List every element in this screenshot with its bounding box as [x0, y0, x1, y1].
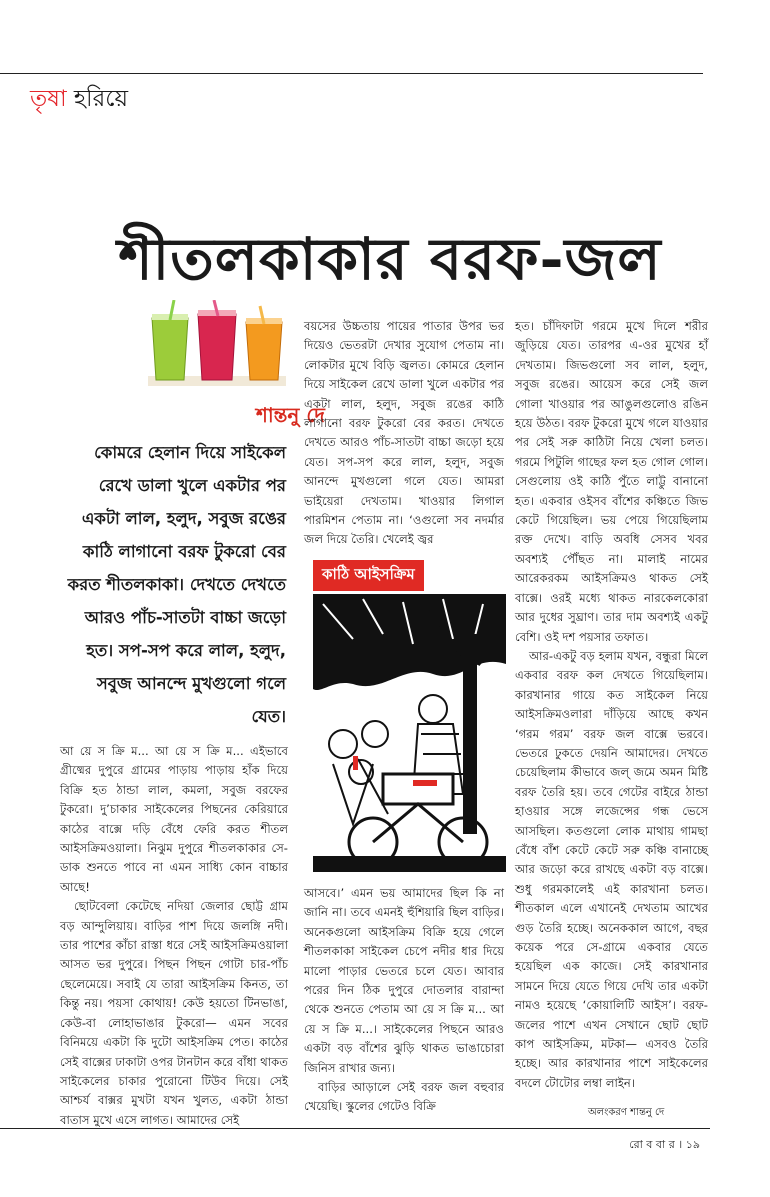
- orange-glass: [246, 306, 282, 380]
- section-accent: তৃষা: [30, 86, 67, 112]
- footer-rule: [0, 1128, 710, 1129]
- body-column-2-bottom: [304, 884, 504, 1117]
- paragraph: ছোটবেলা কেটেছে নদিয়া জেলার ছোট্ট গ্রাম বড় আন্দুলিয়ায়। বাড়ির পাশ দিয়ে জলঙ্গি নদী। তার পাশের কাঁচা রাস্তা ধরে সেই আইসক্রিমওয়ালা আসত ভর দুপুরে। পিছন পিছন গোটা চার-পাঁচ ছেলেমেয়ে। সবাই যে তারা আইসক্রিম কিনত, তা কিন্তু নয়। পয়সা কোথায়! কেউ হয়তো টিনভাঙা, কেউ-বা লোহাভাঙার টুকরো— এমন সবের বিনিময়ে একটা কি দুটো আইসক্রিম পেত। কাঠের সেই বাক্সের ঢাকাটা ওপর টানটান করে বাঁধা থাকত সাইকেলের চাকার পুরোনো টিউব দিয়ে। সেই আশ্চর্য বাক্সর মুখটা যখন খুলত, একটা ঠান্ডা বাতাস মুখে এসে লাগত। আমাদের সেই: [60, 899, 288, 1127]
- section-heading: [30, 84, 128, 114]
- pull-quote: কোমরে হেলান দিয়ে সাইকেল রেখে ডালা খুলে একটার পর একটা লাল, হলুদ, সবুজ রঙের কাঠি লাগানো বরফ টুকরো বের করত শীতলকাকা। দেখতে দেখতে আরও পাঁচ-সাতটা বাচ্চা জড়ো হত। সপ-সপ করে লাল, হলুদ, সবুজ আনন্দে মুখগুলো গলে যেত।: [67, 443, 286, 726]
- paragraph: আ য়ে স ক্রি ম... আ য়ে স ক্রি ম... এইভাবে গ্রীষ্মের দুপুরে গ্রামের পাড়ায় পাড়ায় হাঁক দিয়ে বিক্রি হত ঠান্ডা লাল, কমলা, সবুজ বরফের টুকরো। দু’চাকার সাইকেলের পিছনের কেরিয়ারে কাঠের বাক্সে দড়ি বেঁধে ফেরি করত শীতল আইসক্রিমওয়ালা। নিঝুম দুপুরে শীতলকাকার সে-ডাক শুনতে পাবে না এমন সাধ্যি কোন বাচ্চার আছে!: [60, 744, 288, 894]
- green-glass: [152, 300, 188, 380]
- ice-cream-vendor-illustration: [313, 594, 506, 872]
- paragraph: বয়সের উচ্চতায় পায়ের পাতার উপর ভর দিয়েও ভেতরটা দেখার সুযোগ পেতাম না। লোকটার মুখে বিড়ি জ্বলত। কোমরে হেলান দিয়ে সাইকেল রেখে ডালা খুলে একটার পর একটা লাল, হলুদ, সবুজ রঙের কাঠি লাগানো বরফ টুকরো বের করত। দেখতে দেখতে আরও পাঁচ-সাতটা বাচ্চা জড়ো হয়ে যেত। সপ-সপ করে লাল, হলুদ, সবুজ আনন্দে মুখগুলো গলে যেত। আমরা ভাইয়েরা দেখতাম। খাওয়ার লিগাল পারমিশন পেতাম না। ‘ওগুলো সব নদর্মার জল দিয়ে তৈরি। খেলেই জ্বর: [304, 319, 504, 547]
- paragraph: হত। চাঁদিফাটা গরমে মুখে দিলে শরীর জুড়িয়ে যেত। তারপর এ-ওর মুখের হাঁ দেখতাম। জিভগুলো সব লাল, হলুদ, সবুজ রঙের। আয়েস করে সেই জল গোলা খাওয়ার পর আঙুলগুলোও রঙিন হয়ে উঠত। বরফ টুকরো মুখে গলে যাওয়ার পর সেই সরু কাঠিটা নিয়ে খেলা চলত। গরমে পিটুলি গাছের ফল হত গোল গোল। সেগুলোয় ওই কাঠি পুঁতে লাট্টু বানানো হত। একবার ওইসব বাঁশের কঞ্চিতে জিভ কেটে গিয়েছিল। ভয় পেয়ে গিয়েছিলাম রক্ত দেখে। বাড়ি অবধি সেসব খবর অবশ্যই পৌঁছত না। মালাই নামের আরেকরকম আইসক্রিমও থাকত সেই বাক্সে। ওরই মধ্যে থাকত নারকেলকোরা আর দুধের সুঘ্রাণ। তার দাম অবশ্যই একটু বেশি। ওই দশ পয়সার তফাত।: [515, 319, 708, 644]
- author-byline: শান্তনু দে: [256, 403, 325, 427]
- section-rest: হরিয়ে: [73, 86, 129, 112]
- top-rule: [0, 73, 703, 74]
- colored-drinks-photo: [148, 300, 286, 386]
- body-column-2-top: [304, 317, 504, 550]
- red-glass: [198, 300, 236, 380]
- illustration-credit: অলংকরণ শান্তনু দে: [588, 1107, 665, 1118]
- paragraph: আর-একটু বড় হলাম যখন, বন্ধুরা মিলে একবার বরফ কল দেখতে গিয়েছিলাম। কারখানার গায়ে কত সাইকেল নিয়ে আইসক্রিমওলারা দাঁড়িয়ে আছে কখন ‘গরম গরম’ বরফ জল বাক্সে ভরবে। ভেতরে ঢুকতে দেয়নি আমাদের। দেখতে চেয়েছিলাম কীভাবে জল্ জমে অমন মিষ্টি বরফ তৈরি হয়। তবে গেটের বাইরে ঠান্ডা হাওয়ার সঙ্গে লজেন্সের গন্ধ ভেসে আসছিল। কতগুলো লোক মাথায় গামছা বেঁধে বাঁশ কেটে কেটে সরু কঞ্চি বানাচ্ছে আর জড়ো করে রাখছে একটা বড় বাক্সে। শুধু গরমকালেই এই কারখানা চলত। শীতকাল এলে এখানেই দেখতাম আখের গুড় তৈরি হচ্ছে। অনেককাল আগে, বছর কয়েক পরে সে-গ্রামে একবার যেতে হয়েছিল এক কাজে। সেই কারখানার সামনে দিয়ে যেতে গিয়ে দেখি তার একটা নামও হয়েছে ‘কোয়ালিটি আইস’। বরফ-জলের পাশে এখন সেখানে ছোট ছোট কাপ আইসক্রিম, মটকা— এসবও তৈরি হচ্ছে। আর কারখানার পাশে সাইকেলের বদলে টোটোর লম্বা লাইন।: [515, 648, 708, 1090]
- page-folio: রো ব বা র । ১৯: [629, 1138, 700, 1151]
- article-title: শীতলকাকার বরফ-জল: [118, 225, 662, 293]
- body-column-1: [60, 742, 288, 1130]
- paragraph: আসবে।’ এমন ভয় আমাদের ছিল কি না জানি না। তবে এমনই হুঁশিয়ারি ছিল বাড়ির। অনেকগুলো আইসক্রিম বিক্রি হয়ে গেলে শীতলকাকা সাইকেল চেপে নদীর ধার দিয়ে মালো পাড়ার ভেতরে চলে যেত। আবার পরের দিন ঠিক দুপুরে দোতলার বারান্দা থেকে শুনতে পেতাম আ য়ে স ক্রি ম... আ য়ে স ক্রি ম...। সাইকেলের পিছনে আরও একটা বড় বাঁশের ঝুড়ি থাকত ভাঙাচোরা জিনিস রাখার জন্য।: [304, 886, 504, 1075]
- illustration-label: কাঠি আইসক্রিম: [313, 560, 424, 591]
- body-column-3: [515, 317, 708, 1093]
- paragraph: বাড়ির আড়ালে সেই বরফ জল বহুবার খেয়েছি। স্কুলের গেটেও বিক্রি: [304, 1080, 504, 1114]
